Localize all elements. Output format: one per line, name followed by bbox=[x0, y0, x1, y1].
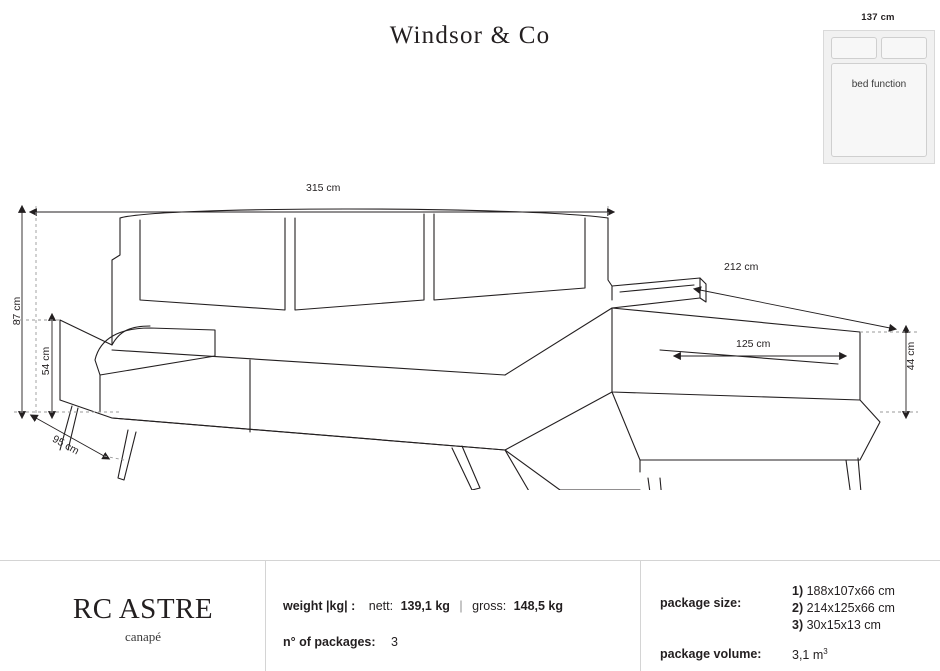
dim-total-width: 315 cm bbox=[306, 182, 341, 194]
bed-function-diagram bbox=[805, 12, 935, 177]
package-size-label: package size: bbox=[660, 596, 742, 610]
bed-pillow-left bbox=[831, 37, 877, 59]
spec-footer bbox=[0, 560, 940, 671]
dim-total-height: 87 cm bbox=[11, 296, 23, 326]
package-volume-unit: 3 bbox=[823, 647, 828, 656]
product-name: RC ASTRE bbox=[72, 593, 214, 625]
packages-value: 3 bbox=[391, 635, 398, 649]
sofa-technical-drawing bbox=[0, 160, 940, 490]
package-size-index: 1) bbox=[792, 584, 804, 598]
nett-label: nett: bbox=[368, 599, 394, 613]
dim-chaise-length: 212 cm bbox=[724, 261, 759, 273]
weight-separator: | bbox=[459, 599, 463, 613]
package-size-item bbox=[792, 600, 895, 617]
product-type: canapé bbox=[124, 629, 162, 644]
dim-seat-height: 54 cm bbox=[40, 346, 52, 376]
package-size-index: 2) bbox=[792, 601, 804, 615]
packages-label: n° of packages: bbox=[283, 635, 376, 649]
bed-width-label: 137 cm bbox=[861, 12, 895, 23]
package-volume-value bbox=[792, 647, 828, 662]
package-size-item bbox=[792, 583, 895, 600]
package-size-value: 30x15x13 cm bbox=[806, 618, 881, 632]
gross-label: gross: bbox=[472, 599, 507, 613]
package-volume-number: 3,1 m bbox=[792, 648, 824, 663]
dim-seat-depth-chaise: 125 cm bbox=[736, 338, 771, 350]
footer-divider-2 bbox=[640, 561, 641, 671]
package-size-list bbox=[792, 583, 895, 634]
bed-function-caption: bed function bbox=[851, 79, 907, 90]
dim-chaise-height: 44 cm bbox=[905, 341, 917, 371]
brand-title: Windsor & Co bbox=[389, 22, 551, 49]
gross-value: 148,5 kg bbox=[513, 599, 564, 613]
bed-frame bbox=[823, 30, 935, 164]
package-size-item bbox=[792, 617, 895, 634]
package-volume-label: package volume: bbox=[660, 647, 762, 661]
nett-value: 139,1 kg bbox=[400, 599, 450, 613]
bed-mattress bbox=[831, 63, 927, 157]
packages-row bbox=[283, 635, 398, 649]
bed-pillow-right bbox=[881, 37, 927, 59]
package-size-index: 3) bbox=[792, 618, 804, 632]
sofa-drawing-svg bbox=[0, 160, 940, 490]
footer-divider-1 bbox=[265, 561, 266, 671]
package-size-value: 214x125x66 cm bbox=[806, 601, 895, 615]
weight-row bbox=[283, 599, 563, 613]
dim-depth: 95 cm bbox=[50, 433, 82, 458]
weight-label: weight |kg| : bbox=[283, 599, 356, 613]
package-size-value: 188x107x66 cm bbox=[806, 584, 895, 598]
